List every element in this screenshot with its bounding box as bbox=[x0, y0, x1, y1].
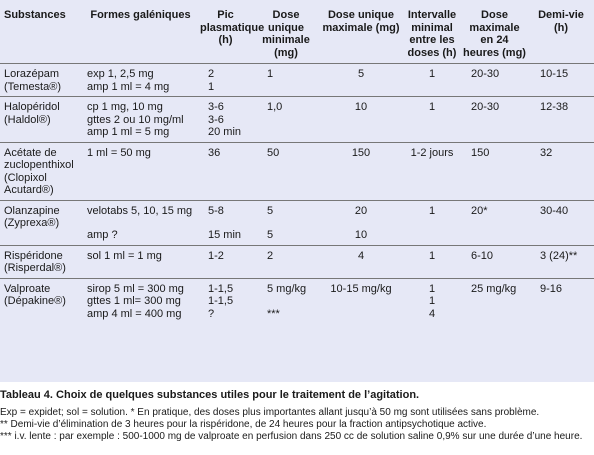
demi-vie-cell bbox=[528, 64, 594, 97]
dose-max-value bbox=[321, 295, 401, 308]
dose-min-value: 5 bbox=[267, 229, 274, 241]
demi-vie-value bbox=[540, 114, 592, 127]
table-caption: Tableau 4. Choix de quelques substances utiles pour le traitement de l’agitation. bbox=[0, 389, 420, 401]
demi-vie-value: 9-16 bbox=[540, 282, 563, 295]
header-dose-max: Dose unique maximale (mg) bbox=[319, 0, 403, 64]
formes-value: gttes 2 ou 10 mg/ml bbox=[87, 113, 184, 126]
substance-line: Lorazépam bbox=[4, 68, 60, 80]
dose-min-cell bbox=[253, 200, 319, 245]
demi-vie-value: 30-40 bbox=[540, 204, 569, 217]
dose-max-cell bbox=[319, 278, 403, 323]
substance-cell bbox=[0, 64, 83, 97]
header-dose-24h: Dose maximale en 24 heures (mg) bbox=[461, 0, 528, 64]
pic-cell bbox=[198, 200, 253, 245]
formes-value: gttes 1 ml= 300 mg bbox=[87, 295, 181, 307]
header-demi-vie: Demi-vie (h) bbox=[528, 0, 594, 64]
dose-max-cell bbox=[319, 245, 403, 278]
table-row bbox=[0, 64, 594, 97]
pic-value: 1-1,5 bbox=[208, 282, 234, 295]
dose-min-value: 5 mg/kg bbox=[267, 282, 307, 295]
formes-value: 1 ml = 50 mg bbox=[87, 146, 151, 159]
demi-vie-cell bbox=[528, 97, 594, 143]
intervalle-value bbox=[405, 81, 459, 94]
dose-min-value: *** bbox=[267, 307, 280, 320]
formes-value: sirop 5 ml = 300 mg bbox=[87, 282, 184, 295]
intervalle-value: 4 bbox=[428, 307, 436, 320]
demi-vie-value: 10-15 bbox=[540, 68, 569, 80]
intervalle-cell bbox=[403, 142, 461, 200]
dose-max-value bbox=[321, 308, 401, 321]
pic-value: ? bbox=[208, 307, 215, 320]
intervalle-cell bbox=[403, 200, 461, 245]
intervalle-value: 1 bbox=[428, 204, 436, 217]
substance-cell bbox=[0, 200, 83, 245]
substance-cell bbox=[0, 142, 83, 200]
note-line: ** Demi-vie d’élimination de 3 heures pour la rispéridone, de 24 heures pour la fraction antipsychotique active. bbox=[0, 419, 487, 430]
dose-max-value: 4 bbox=[357, 249, 365, 262]
dose-max-cell bbox=[319, 200, 403, 245]
dose-24h-value bbox=[471, 126, 526, 139]
header-pic: Pic plasmatique (h) bbox=[198, 0, 253, 64]
dose-min-value bbox=[267, 126, 317, 139]
dose-24h-value: 25 mg/kg bbox=[471, 282, 517, 295]
formes-cell bbox=[83, 245, 198, 278]
table-row bbox=[0, 200, 594, 245]
table-row bbox=[0, 245, 594, 278]
dose-min-value: 50 bbox=[267, 146, 280, 159]
dose-min-value bbox=[267, 81, 317, 94]
formes-cell bbox=[83, 278, 198, 323]
note-line: Exp = expidet; sol = solution. * En pratique, des doses plus importantes allant jusqu’à 50 mg sont utilisées sans problème. bbox=[0, 407, 540, 418]
substance-line: Halopéridol bbox=[4, 101, 60, 113]
dose-min-value bbox=[267, 114, 317, 127]
intervalle-value: 1 bbox=[428, 68, 436, 80]
pic-value: 5-8 bbox=[208, 204, 224, 217]
dose-min-value: 1,0 bbox=[267, 101, 283, 113]
table-body bbox=[0, 64, 594, 324]
intervalle-value bbox=[405, 229, 459, 242]
demi-vie-cell bbox=[528, 200, 594, 245]
dose-max-value bbox=[321, 126, 401, 139]
table-row bbox=[0, 97, 594, 143]
dose-min-cell bbox=[253, 278, 319, 323]
demi-vie-value: 3 (24)** bbox=[540, 249, 578, 262]
pic-value: 1-2 bbox=[208, 249, 224, 262]
dose-min-cell bbox=[253, 245, 319, 278]
dose-min-cell bbox=[253, 142, 319, 200]
dose-24h-value: 20-30 bbox=[471, 101, 500, 113]
dose-min-cell bbox=[253, 64, 319, 97]
dose-max-value: 20 bbox=[354, 204, 368, 217]
intervalle-value: 1 bbox=[428, 249, 436, 262]
dose-24h-cell bbox=[461, 200, 528, 245]
header-substances: Substances bbox=[0, 0, 83, 64]
substance-line: Acétate de bbox=[4, 146, 57, 159]
formes-cell bbox=[83, 64, 198, 97]
intervalle-value bbox=[405, 126, 459, 139]
pic-value: 2 bbox=[208, 68, 215, 80]
header-row bbox=[0, 0, 594, 64]
dose-24h-cell bbox=[461, 245, 528, 278]
intervalle-value: 1 bbox=[428, 295, 436, 307]
pic-cell bbox=[198, 245, 253, 278]
dose-max-value: 5 bbox=[357, 68, 365, 80]
intervalle-cell bbox=[403, 64, 461, 97]
intervalle-cell bbox=[403, 278, 461, 323]
dose-max-value bbox=[321, 114, 401, 127]
demi-vie-value bbox=[540, 229, 592, 242]
demi-vie-cell bbox=[528, 245, 594, 278]
dose-24h-cell bbox=[461, 142, 528, 200]
substance-line: (Temesta®) bbox=[4, 80, 62, 93]
header-dose-min: Dose unique minimale (mg) bbox=[253, 0, 319, 64]
dose-max-value: 10 bbox=[354, 229, 368, 241]
formes-cell bbox=[83, 97, 198, 143]
intervalle-value: 1-2 jours bbox=[410, 146, 454, 159]
formes-cell bbox=[83, 142, 198, 200]
dose-max-cell bbox=[319, 142, 403, 200]
dose-24h-cell bbox=[461, 64, 528, 97]
demi-vie-cell bbox=[528, 142, 594, 200]
substance-cell bbox=[0, 245, 83, 278]
demi-vie-value bbox=[540, 295, 592, 308]
substance-cell bbox=[0, 278, 83, 323]
dose-min-value: 5 bbox=[267, 204, 274, 217]
dose-24h-value: 6-10 bbox=[471, 249, 494, 262]
formes-value: amp 1 ml = 5 mg bbox=[87, 126, 170, 138]
header-formes: Formes galéniques bbox=[83, 0, 198, 64]
dose-min-cell bbox=[253, 97, 319, 143]
substance-line: Rispéridone bbox=[4, 249, 63, 262]
substance-line: Valproate bbox=[4, 282, 51, 295]
dose-24h-value bbox=[471, 114, 526, 127]
substance-line: Olanzapine bbox=[4, 204, 60, 217]
substance-line: (Zyprexa®) bbox=[4, 217, 60, 229]
note-line: *** i.v. lente : par exemple : 500-1000 mg de valproate en perfusion dans 250 cc de solution saline 0,9% sur une durée d’une heure. bbox=[0, 431, 583, 442]
intervalle-value: 1 bbox=[428, 101, 436, 113]
formes-value: cp 1 mg, 10 mg bbox=[87, 101, 163, 113]
pic-value: 15 min bbox=[208, 229, 242, 241]
dose-min-value: 1 bbox=[267, 68, 274, 80]
dose-24h-value bbox=[471, 295, 526, 308]
demi-vie-value: 32 bbox=[540, 146, 553, 159]
pic-cell bbox=[198, 278, 253, 323]
demi-vie-value bbox=[540, 308, 592, 321]
intervalle-value: 1 bbox=[428, 282, 436, 295]
table-row bbox=[0, 142, 594, 200]
header-intervalle: Intervalle minimal entre les doses (h) bbox=[403, 0, 461, 64]
dose-max-value: 10 bbox=[354, 101, 368, 113]
pic-cell bbox=[198, 142, 253, 200]
formes-cell bbox=[83, 200, 198, 245]
pic-value: 1 bbox=[208, 80, 215, 93]
demi-vie-value bbox=[540, 81, 592, 94]
dose-max-value bbox=[321, 81, 401, 94]
formes-value: velotabs 5, 10, 15 mg bbox=[87, 204, 193, 217]
dose-24h-cell bbox=[461, 278, 528, 323]
substance-line: (Dépakine®) bbox=[4, 295, 66, 307]
dose-24h-value bbox=[471, 308, 526, 321]
substance-cell bbox=[0, 97, 83, 143]
pic-value: 20 min bbox=[208, 126, 242, 138]
dose-24h-value: 150 bbox=[471, 146, 490, 159]
intervalle-cell bbox=[403, 245, 461, 278]
formes-value: amp ? bbox=[87, 229, 118, 241]
dose-max-value: 150 bbox=[351, 146, 371, 159]
formes-value: sol 1 ml = 1 mg bbox=[87, 249, 162, 262]
substance-line: zuclopenthixol bbox=[4, 159, 74, 171]
demi-vie-value: 12-38 bbox=[540, 101, 569, 113]
substance-line: Acutard®) bbox=[4, 184, 54, 196]
dose-24h-value bbox=[471, 81, 526, 94]
formes-value: exp 1, 2,5 mg bbox=[87, 68, 154, 80]
dose-24h-cell bbox=[461, 97, 528, 143]
formes-value: amp 4 ml = 400 mg bbox=[87, 307, 182, 320]
substance-line: (Haldol®) bbox=[4, 113, 51, 126]
demi-vie-value bbox=[540, 126, 592, 139]
intervalle-cell bbox=[403, 97, 461, 143]
substance-line: (Clopixol bbox=[4, 171, 47, 184]
pic-value: 36 bbox=[208, 146, 221, 159]
dose-min-value bbox=[267, 295, 317, 308]
dose-max-cell bbox=[319, 97, 403, 143]
substance-line: (Risperdal®) bbox=[4, 262, 66, 274]
table-row bbox=[0, 278, 594, 323]
dose-max-cell bbox=[319, 64, 403, 97]
pic-cell bbox=[198, 64, 253, 97]
pic-value: 1-1,5 bbox=[208, 295, 234, 307]
formes-value: amp 1 ml = 4 mg bbox=[87, 80, 170, 93]
pic-value: 3-6 bbox=[208, 113, 224, 126]
dose-max-value: 10-15 mg/kg bbox=[330, 282, 392, 295]
dose-min-value: 2 bbox=[267, 249, 274, 262]
pic-value: 3-6 bbox=[208, 101, 224, 113]
dose-24h-value: 20-30 bbox=[471, 68, 500, 80]
demi-vie-cell bbox=[528, 278, 594, 323]
pic-cell bbox=[198, 97, 253, 143]
dose-24h-value bbox=[471, 229, 526, 242]
intervalle-value bbox=[405, 114, 459, 127]
table-notes bbox=[0, 407, 594, 443]
dose-24h-value: 20* bbox=[471, 204, 488, 217]
